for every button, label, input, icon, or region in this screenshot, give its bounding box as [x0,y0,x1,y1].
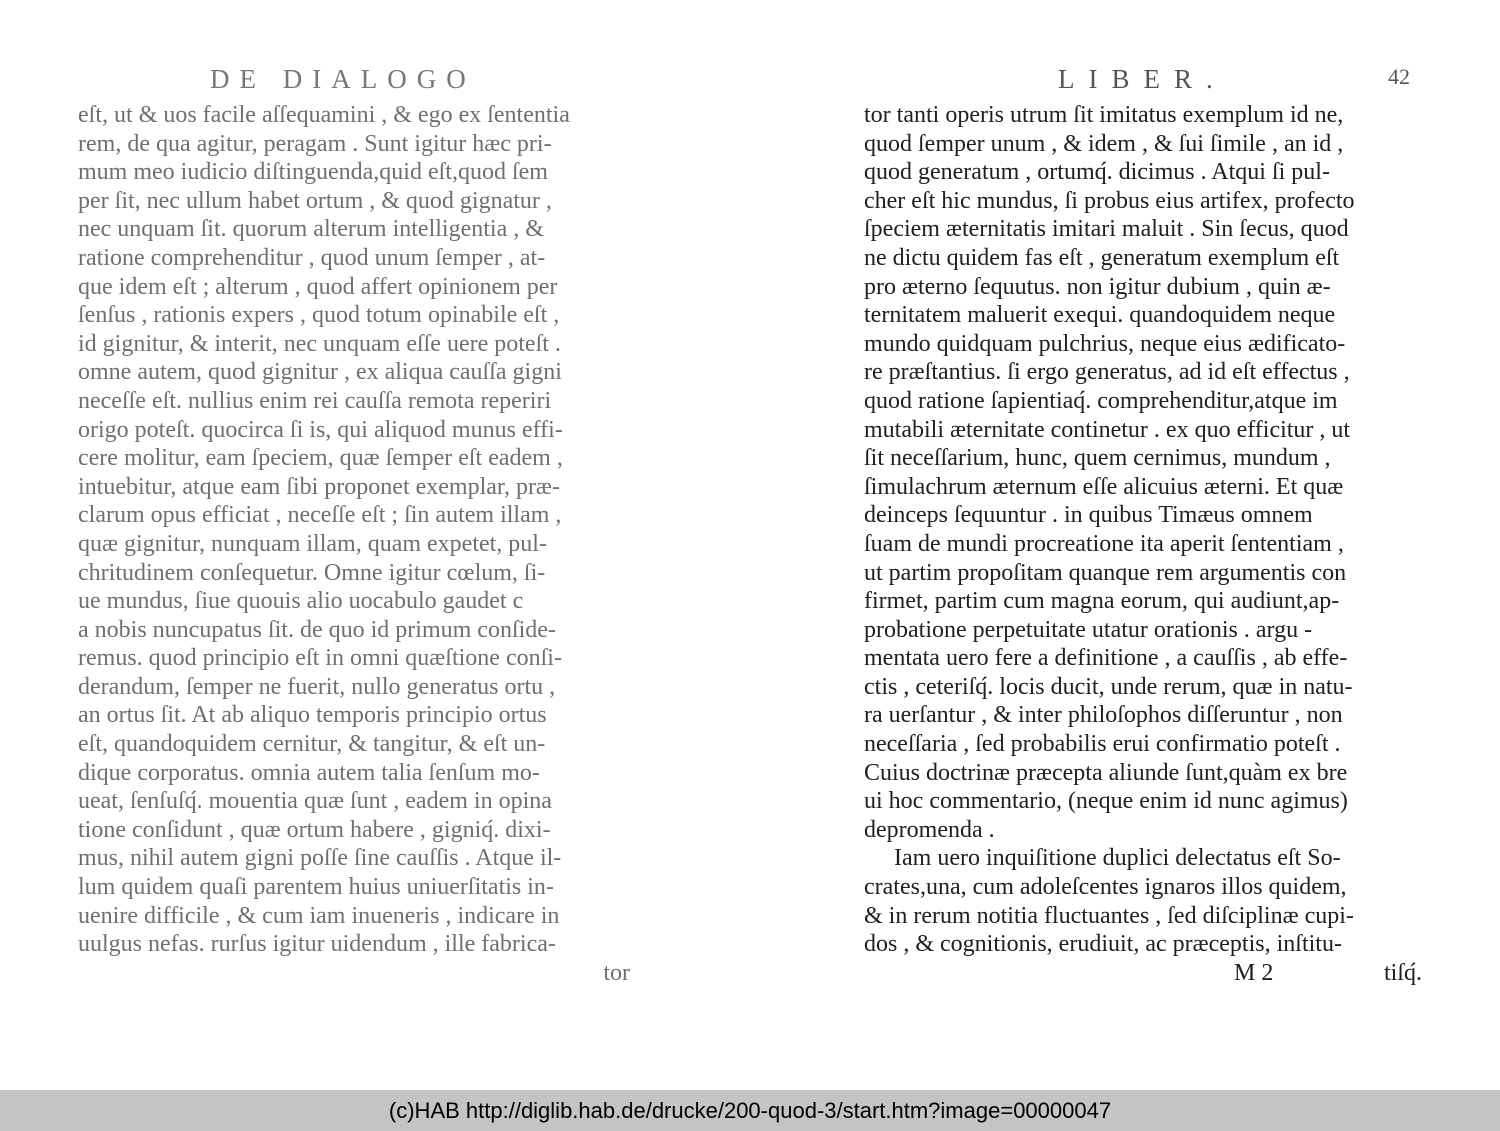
signature-mark: M 2 [1234,959,1274,986]
text-line: derandum, ſemper ne fuerit, nullo generatus ortu , [78,673,556,700]
text-line: probatione perpetuitate utatur orationis . argu - [864,616,1313,643]
text-line: uenire difficile , & cum iam inueneris , indicare in [78,902,560,929]
running-head-right: LIBER. [1058,64,1227,94]
running-head-left: DE DIALOGO [210,64,476,94]
text-line: ſpeciem æternitatis imitari maluit . Sin ſecus, quod [864,216,1349,243]
page-number: 42 [1388,64,1410,89]
text-line: firmet, partim cum magna eorum, qui audiunt,ap- [864,588,1340,615]
left-page [60,0,650,1090]
text-line: cere molitur, eam ſpeciem, quæ ſemper eſt eadem , [78,445,563,472]
text-line: tor tanti operis utrum ſit imitatus exemplum id ne, [864,102,1344,128]
text-line: ſuam de mundi procreatione ita aperit ſententiam , [864,530,1344,557]
text-line: dos , & cognitionis, erudiuit, ac præceptis, inſtitu- [864,931,1342,958]
text-line: per ſit, nec ullum habet ortum , & quod gignatur , [78,187,552,214]
text-line: re præſtantius. ſi ergo generatus, ad id eſt effectus , [864,359,1350,386]
text-line: ſenſus , rationis expers , quod totum opinabile eſt , [78,302,560,329]
copyright-text: (c)HAB http://diglib.hab.de/drucke/200-quod-3/start.htm?image=00000047 [388,1097,1112,1123]
text-line: mundo quidquam pulchrius, neque eius ædificato- [864,330,1346,357]
signature-line [864,959,1434,988]
text-line: ra uerſantur , & inter philoſophos diſſeruntur , non [864,702,1343,729]
text-line: quæ gignitur, nunquam illam, quam expetet, pul- [78,530,547,557]
text-line: ut partim propoſitam quanque rem argumentis con [864,559,1347,586]
text-line: lum quidem quaſi parentem huius uniuerſitatis in- [78,874,554,901]
catchword-left: tor [603,959,630,986]
text-line: an ortus ſit. At ab aliquo temporis principio ortus [78,702,547,729]
text-line: remus. quod principio eſt in omni quæſtione conſi- [78,645,562,672]
text-line: mentata uero fere a definitione , a cauſſis , ab effe- [864,645,1348,672]
text-line: quod ratione ſapientiaq́. comprehenditur,atque im [864,387,1338,414]
text-line: Iam uero inquiſitione duplici delectatus eſt So- [894,845,1341,872]
text-line: deinceps ſequuntur . in quibus Timæus omnem [864,502,1313,529]
text-line: neceſſaria , ſed probabilis erui confirmatio poteſt . [864,731,1341,758]
text-line: intuebitur, atque eam ſibi proponet exemplar, præ- [78,473,560,500]
copyright-footer [0,1090,1500,1131]
text-line: rem, de qua agitur, peragam . Sunt igitur hæc pri- [78,130,552,157]
text-line: mutabili æternitate continetur . ex quo efficitur , ut [864,416,1351,443]
right-text-block [864,101,1434,987]
text-line: ratione comprehenditur , quod unum ſemper , at- [78,244,546,271]
text-line: Cuius doctrinæ præcepta aliunde ſunt,quàm ex bre [864,759,1348,786]
text-line: eſt, quandoquidem cernitur, & tangitur, & eſt un- [78,731,546,758]
text-line: crates,una, cum adoleſcentes ignaros illos quidem, [864,874,1347,901]
text-line: quod ſemper unum , & idem , & ſui ſimile , an id , [864,130,1344,157]
text-line: mus, nihil autem gigni poſſe ſine cauſſis . Atque il- [78,845,562,872]
text-line: ctis , ceteriſq́. locis ducit, unde rerum, quæ in natu- [864,673,1353,700]
text-line: id gignitur, & interit, nec unquam eſſe uere poteſt . [78,330,561,357]
text-line: uulgus nefas. rurſus igitur uidendum , ille fabrica- [78,931,556,958]
text-line: eſt, ut & uos facile aſſequamini , & ego ex ſententia [78,102,570,128]
text-line: quod generatum , ortumq́. dicimus . Atqui ſi pul- [864,159,1330,186]
text-line: chritudinem conſequetur. Omne igitur cœlum, ſi- [78,559,546,586]
right-page [840,0,1440,1090]
text-line: pro æterno ſequutus. non igitur dubium , quin æ- [864,273,1331,300]
text-line: ueat, ſenſuſq́. mouentia quæ ſunt , eadem in opina [78,788,552,815]
text-line: depromenda . [864,816,995,843]
text-line: cher eſt hic mundus, ſi probus eius artifex, profecto [864,187,1355,214]
text-line: ue mundus, ſiue quouis alio uocabulo gaudet c [78,588,524,615]
text-line: a nobis nuncupatus ſit. de quo id primum conſide- [78,616,556,643]
text-line: clarum opus efficiat , neceſſe eſt ; ſin autem illam , [78,502,562,529]
text-line: ternitatem maluerit exequi. quandoquidem neque [864,302,1336,329]
text-line: que idem eſt ; alterum , quod affert opinionem per [78,273,558,300]
text-line: & in rerum notitia fluctuantes , ſed diſciplinæ cupi- [864,902,1354,929]
text-line: ui hoc commentario, (neque enim id nunc agimus) [864,788,1348,815]
text-line: origo poteſt. quocirca ſi is, qui aliquod munus effi- [78,416,563,443]
left-text-block [78,101,638,987]
text-line: tione conſidunt , quæ ortum habere , gigniq́. dixi- [78,816,551,843]
text-line: omne autem, quod gignitur , ex aliqua cauſſa gigni [78,359,562,386]
text-line: mum meo iudicio diſtinguenda,quid eſt,quod ſem [78,159,548,186]
text-line: dique corporatus. omnia autem talia ſenſum mo- [78,759,540,786]
text-line: neceſſe eſt. nullius enim rei cauſſa remota reperiri [78,387,552,414]
text-line: ſit neceſſarium, hunc, quem cernimus, mundum , [864,445,1331,472]
text-line: ſimulachrum æternum eſſe alicuius æterni. Et quæ [864,473,1344,500]
catchword-right: tiſq́. [1383,959,1422,986]
text-line: ne dictu quidem fas eſt , generatum exemplum eſt [864,244,1340,271]
text-line: nec unquam ſit. quorum alterum intelligentia , & [78,216,544,243]
